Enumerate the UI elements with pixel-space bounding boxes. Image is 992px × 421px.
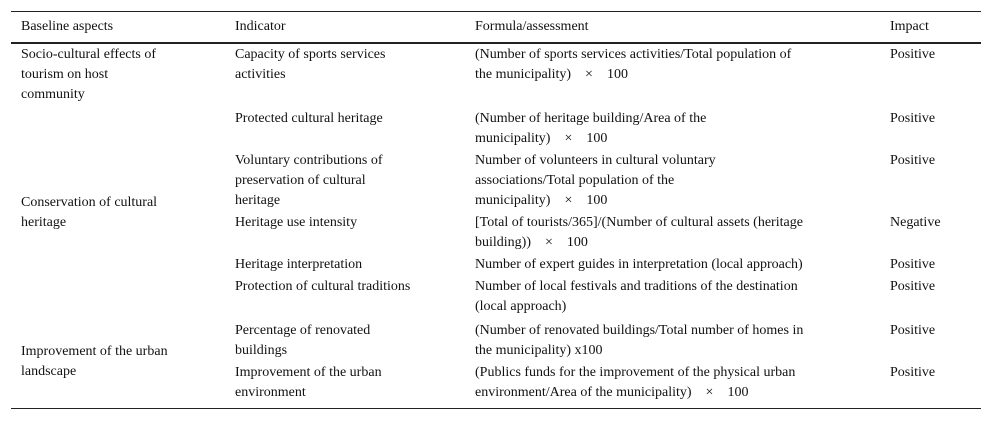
table-row-formula: Number of local festivals and traditions of the destination (local approach): [475, 279, 798, 314]
table-row-formula: (Publics funds for the improvement of the physical urban environment/Area of the municipality) × 100: [475, 365, 796, 400]
table-row-impact: Negative: [890, 215, 941, 230]
aspect-urban-landscape: Improvement of the urban landscape: [21, 344, 168, 379]
table-row-impact: Positive: [890, 279, 936, 294]
table-row-formula: Number of volunteers in cultural voluntary associations/Total population of the municipality) × 100: [475, 153, 716, 208]
table-row-formula: (Number of heritage building/Area of the municipality) × 100: [475, 111, 707, 146]
header-aspect: Baseline aspects: [21, 19, 114, 34]
table-row-indicator: Heritage use intensity: [235, 215, 358, 230]
table-row-indicator: Protection of cultural traditions: [235, 279, 411, 294]
table-row-indicator: Voluntary contributions of preservation of cultural heritage: [235, 153, 383, 208]
table-row-impact: Positive: [890, 153, 936, 168]
table-row-formula: [Total of tourists/365]/(Number of cultural assets (heritage building)) × 100: [475, 215, 803, 250]
table-bottom-rule: [11, 408, 981, 409]
header-impact: Impact: [890, 19, 929, 34]
table-row-impact: Positive: [890, 47, 936, 62]
table-row-impact: Positive: [890, 323, 936, 338]
table-row-indicator: Capacity of sports services activities: [235, 47, 386, 82]
header-indicator: Indicator: [235, 19, 286, 34]
table-row-formula: (Number of renovated buildings/Total number of homes in the municipality) x100: [475, 323, 804, 358]
table-row-indicator: Percentage of renovated buildings: [235, 323, 371, 358]
table-top-rule: [11, 11, 981, 12]
header-rule: [11, 42, 981, 44]
aspect-conservation: Conservation of cultural heritage: [21, 195, 158, 230]
table-row-formula: Number of expert guides in interpretation (local approach): [475, 257, 803, 272]
table-row-impact: Positive: [890, 257, 936, 272]
table-row-indicator: Protected cultural heritage: [235, 111, 383, 126]
table-row-formula: (Number of sports services activities/Total population of the municipality) × 100: [475, 47, 792, 82]
aspect-socio-cultural: Socio-cultural effects of tourism on host community: [21, 47, 157, 102]
table-row-impact: Positive: [890, 111, 936, 126]
table-row-impact: Positive: [890, 365, 936, 380]
table-row-indicator: Heritage interpretation: [235, 257, 363, 272]
table-row-indicator: Improvement of the urban environment: [235, 365, 382, 400]
header-formula: Formula/assessment: [475, 19, 589, 34]
